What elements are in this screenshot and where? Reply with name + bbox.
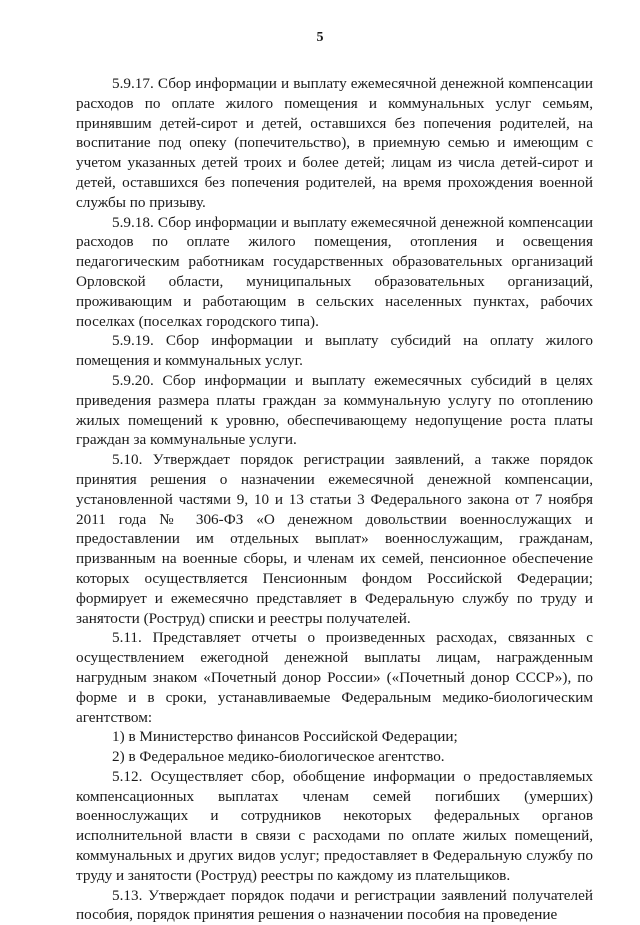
list-item-2: 2) в Федеральное медико-биологическое агентство. — [112, 748, 445, 766]
paragraph-5-13: 5.13. Утверждает порядок подачи и регистрации заявлений получателей пособия, порядок принятия решения о назначении пособия на проведение — [76, 886, 593, 924]
document-body — [76, 74, 593, 925]
paragraph-5-9-17: 5.9.17. Сбор информации и выплату ежемесячной денежной компенсации расходов по оплате жилого помещения и коммунальных услуг семьям, принявшим детей-сирот и детей, оставшихся без попечения родителей, на воспитание под опеку (попечительство), в приемную семью и имеющим с учетом указанных детей троих и более детей; лицам из числа детей-сирот и детей, оставшихся без попечения родителей, на время прохождения военной службы по призыву. — [76, 75, 593, 211]
paragraph-5-9-19: 5.9.19. Сбор информации и выплату субсидий на оплату жилого помещения и коммунальных услуг. — [76, 332, 593, 370]
paragraph-5-10: 5.10. Утверждает порядок регистрации заявлений, а также порядок принятия решения о назначении ежемесячной денежной компенсации, установленной частями 9, 10 и 13 статьи 3 Федерального закона от 7 ноября 2011 года № 306-ФЗ «О денежном довольствии военнослужащих и предоставлении им отдельных выплат» военнослужащим, гражданам, призванным на военные сборы, и членам их семей, пенсионное обеспечение которых осуществляется Пенсионным фондом Российской Федерации; формирует и ежемесячно представляет в Федеральную службу по труду и занятости (Роструд) списки и реестры получателей. — [76, 451, 593, 627]
paragraph-5-12: 5.12. Осуществляет сбор, обобщение информации о предоставляемых компенсационных выплатах членам семей погибших (умерших) военнослужащих и сотрудников некоторых федеральных органов исполнительной власти в связи с расходами по оплате жилых помещений, коммунальных и других видов услуг; предоставляет в Федеральную службу по труду и занятости (Роструд) реестры по каждому из плательщиков. — [76, 767, 593, 884]
paragraph-5-9-18: 5.9.18. Сбор информации и выплату ежемесячной денежной компенсации расходов по оплате жилого помещения, отопления и освещения педагогическим работникам государственных образовательных организаций Орловской области, муниципальных образовательных организаций, проживающим и работающим в сельских населенных пунктах, рабочих поселках (поселках городского типа). — [76, 213, 593, 330]
page-number: 5 — [316, 30, 324, 45]
list-item-1: 1) в Министерство финансов Российской Федерации; — [112, 728, 458, 746]
paragraph-5-11: 5.11. Представляет отчеты о произведенных расходах, связанных с осуществлением ежегодной денежной выплаты лицам, награжденным нагрудным знаком «Почетный донор России» («Почетный донор СССР»), по форме и в сроки, устанавливаемые Федеральным медико-биологическим агентством: — [76, 629, 593, 726]
paragraph-5-9-20: 5.9.20. Сбор информации и выплату ежемесячных субсидий в целях приведения размера платы граждан за коммунальную услугу по отоплению жилых помещений к уровню, обеспечивающему недопущение роста платы граждан за коммунальные услуги. — [76, 371, 593, 449]
